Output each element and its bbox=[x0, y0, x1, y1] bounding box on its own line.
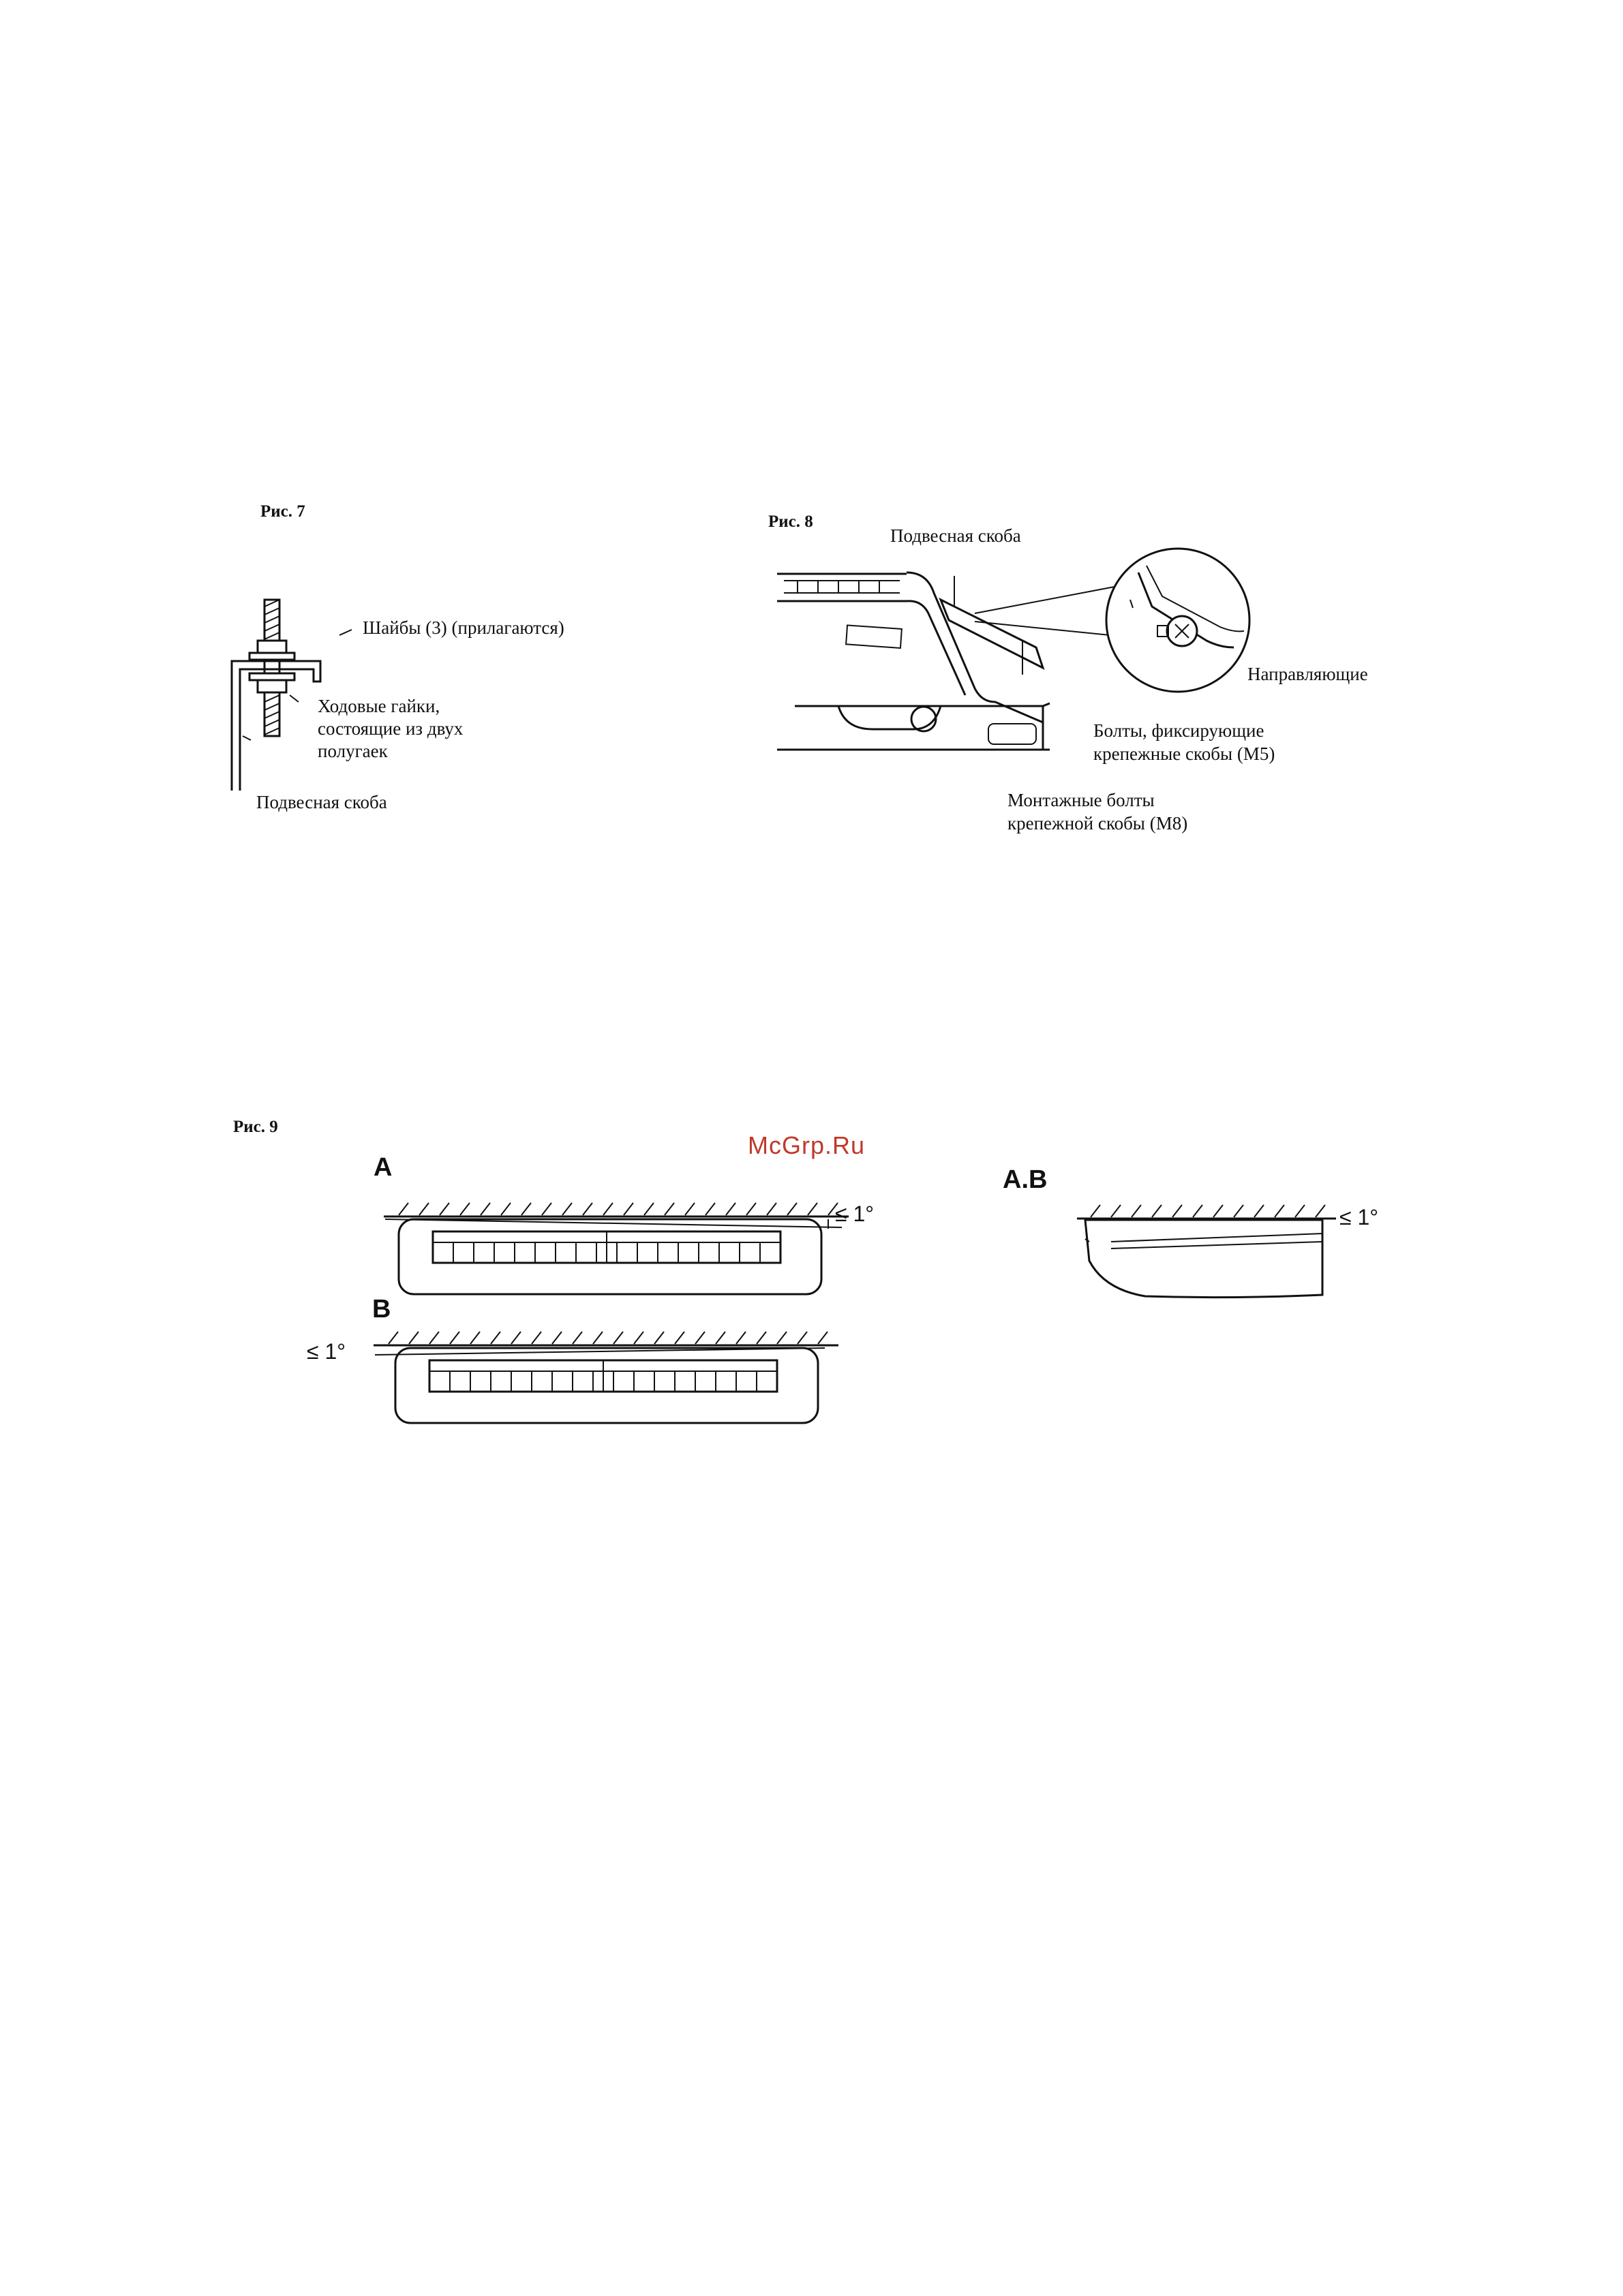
fig8-bolts-m8-label-2: крепежной скобы (M8) bbox=[1007, 813, 1188, 833]
fig9-unit-a bbox=[378, 1196, 855, 1298]
fig7-nuts-label-1: Ходовые гайки, bbox=[318, 696, 440, 716]
fig8-bolts-m5-label-1: Болты, фиксирующие bbox=[1093, 720, 1264, 741]
fig8-bracket-label: Подвесная скоба bbox=[890, 525, 1021, 546]
fig7-washers-label: Шайбы (3) (прилагаются) bbox=[363, 617, 564, 638]
fig7-caption: Рис. 7 bbox=[260, 502, 305, 521]
fig7-bracket-label: Подвесная скоба bbox=[256, 792, 387, 812]
fig9-label-b: B bbox=[372, 1295, 391, 1323]
fig8-guides-label: Направляющие bbox=[1247, 664, 1368, 684]
fig9-unit-side bbox=[1070, 1199, 1343, 1315]
fig8-bolts-m5-label-2: крепежные скобы (M5) bbox=[1093, 744, 1275, 764]
fig9-caption: Рис. 9 bbox=[233, 1118, 278, 1136]
fig9-angle-a: ≤ 1° bbox=[835, 1201, 875, 1226]
fig8-bolts-m8-label-1: Монтажные болты bbox=[1007, 790, 1155, 810]
fig7-nuts-label-3: полугаек bbox=[318, 741, 388, 761]
fig8-caption: Рис. 8 bbox=[768, 512, 813, 531]
fig9-angle-b: ≤ 1° bbox=[307, 1339, 346, 1364]
fig9-label-a: A bbox=[374, 1153, 393, 1182]
fig7-nuts-label-2: состоящие из двух bbox=[318, 718, 464, 739]
fig9-angle-ab: ≤ 1° bbox=[1339, 1205, 1379, 1229]
fig9-label-ab: A.B bbox=[1003, 1165, 1048, 1194]
watermark-logo: McGrp.Ru bbox=[748, 1131, 866, 1159]
fig9-unit-b bbox=[368, 1322, 845, 1424]
